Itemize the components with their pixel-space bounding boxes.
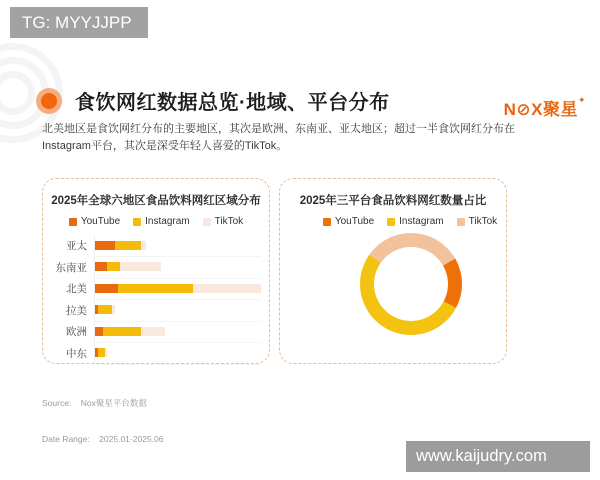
bar-row-5 (53, 321, 261, 343)
bar-track (94, 235, 261, 258)
bar-chart (53, 235, 261, 364)
bar-segment-instagram (107, 262, 120, 271)
legend-swatch-youtube-icon (323, 218, 331, 226)
bar-stack (95, 284, 261, 293)
legend-item-youtube (323, 216, 374, 227)
bar-segment-instagram (103, 327, 141, 336)
donut-chart (360, 233, 462, 335)
legend-item-instagram (133, 216, 189, 227)
intro-text: 北美地区是食饮网红分布的主要地区，其次是欧洲、东南亚、亚太地区；超过一半食饮网红分布在Instagram平台，其次是深受年轻人喜爱的TikTok。 (42, 123, 515, 152)
legend-item-youtube (69, 216, 120, 227)
donut-chart-title: 2025年三平台食品饮料网红数量占比 (299, 195, 487, 207)
legend-label: Instagram (145, 216, 190, 227)
bar-category-label: 东南亚 (55, 261, 87, 274)
title-bullet-icon (36, 88, 62, 114)
bar-segment-tiktok (112, 305, 115, 314)
charts-row (42, 178, 507, 364)
logo-letter-n: N (503, 100, 517, 119)
bar-segment-instagram (98, 305, 111, 314)
bar-row-3 (53, 278, 261, 300)
legend-item-instagram (387, 216, 443, 227)
bar-track (94, 342, 261, 365)
bar-track (94, 256, 261, 279)
bar-row-1 (53, 235, 261, 257)
bar-row-4 (53, 300, 261, 322)
bar-row-6 (53, 343, 261, 365)
nox-logo (504, 95, 586, 120)
legend-label: TikTok (214, 216, 244, 227)
nox-o-icon: ⊘ (516, 100, 532, 119)
bar-stack (95, 327, 261, 336)
bar-stack (95, 348, 261, 357)
legend-label: Instagram (399, 216, 444, 227)
legend-label: YouTube (334, 216, 375, 227)
source-line: Source: Nox聚星平台数据 (42, 398, 147, 408)
legend-label: YouTube (80, 216, 121, 227)
logo-rest: X聚星 (531, 100, 578, 119)
bar-track (94, 299, 261, 322)
bar-chart-panel (42, 178, 270, 364)
bar-chart-title: 2025年全球六地区食品饮料网红区域分布 (51, 195, 261, 207)
bar-category-label: 中东 (66, 347, 87, 360)
bar-track (94, 321, 261, 344)
bar-chart-legend (43, 216, 269, 227)
bar-category-label: 拉美 (66, 304, 87, 317)
bar-segment-youtube (95, 327, 103, 336)
bar-row-2 (53, 257, 261, 279)
legend-swatch-instagram-icon (387, 218, 395, 226)
bar-track (94, 278, 261, 301)
legend-swatch-tiktok-icon (203, 218, 211, 226)
bar-segment-instagram (118, 284, 193, 293)
legend-swatch-youtube-icon (69, 218, 77, 226)
page-title: 食饮网红数据总览·地域、平台分布 (75, 92, 390, 114)
telegram-banner: TG: MYYJJPP (10, 7, 148, 38)
legend-swatch-tiktok-icon (457, 218, 465, 226)
legend-swatch-instagram-icon (133, 218, 141, 226)
logo-star-icon: ✦ (577, 95, 586, 105)
watermark: www.kaijudry.com (406, 441, 590, 472)
bar-segment-youtube (95, 241, 115, 250)
donut-chart-panel (279, 178, 507, 364)
bar-segment-instagram (98, 348, 105, 357)
bar-category-label: 亚太 (66, 240, 87, 253)
bar-category-label: 北美 (66, 283, 87, 296)
bar-segment-instagram (115, 241, 142, 250)
legend-item-tiktok (203, 216, 244, 227)
bar-category-label: 欧洲 (66, 326, 87, 339)
legend-label: TikTok (468, 216, 498, 227)
bar-stack (95, 305, 261, 314)
bar-stack (95, 262, 261, 271)
bar-segment-youtube (95, 262, 107, 271)
legend-item-tiktok (457, 216, 498, 227)
date-range-line: Date Range: 2025.01-2025.06 (42, 434, 164, 444)
bar-stack (95, 241, 261, 250)
bar-segment-youtube (95, 284, 118, 293)
donut-chart-legend (297, 216, 523, 227)
bar-segment-tiktok (120, 262, 162, 271)
bar-segment-tiktok (141, 241, 146, 250)
bar-segment-tiktok (105, 348, 107, 357)
bar-segment-tiktok (193, 284, 261, 293)
bar-segment-tiktok (141, 327, 164, 336)
source-note (42, 373, 163, 469)
